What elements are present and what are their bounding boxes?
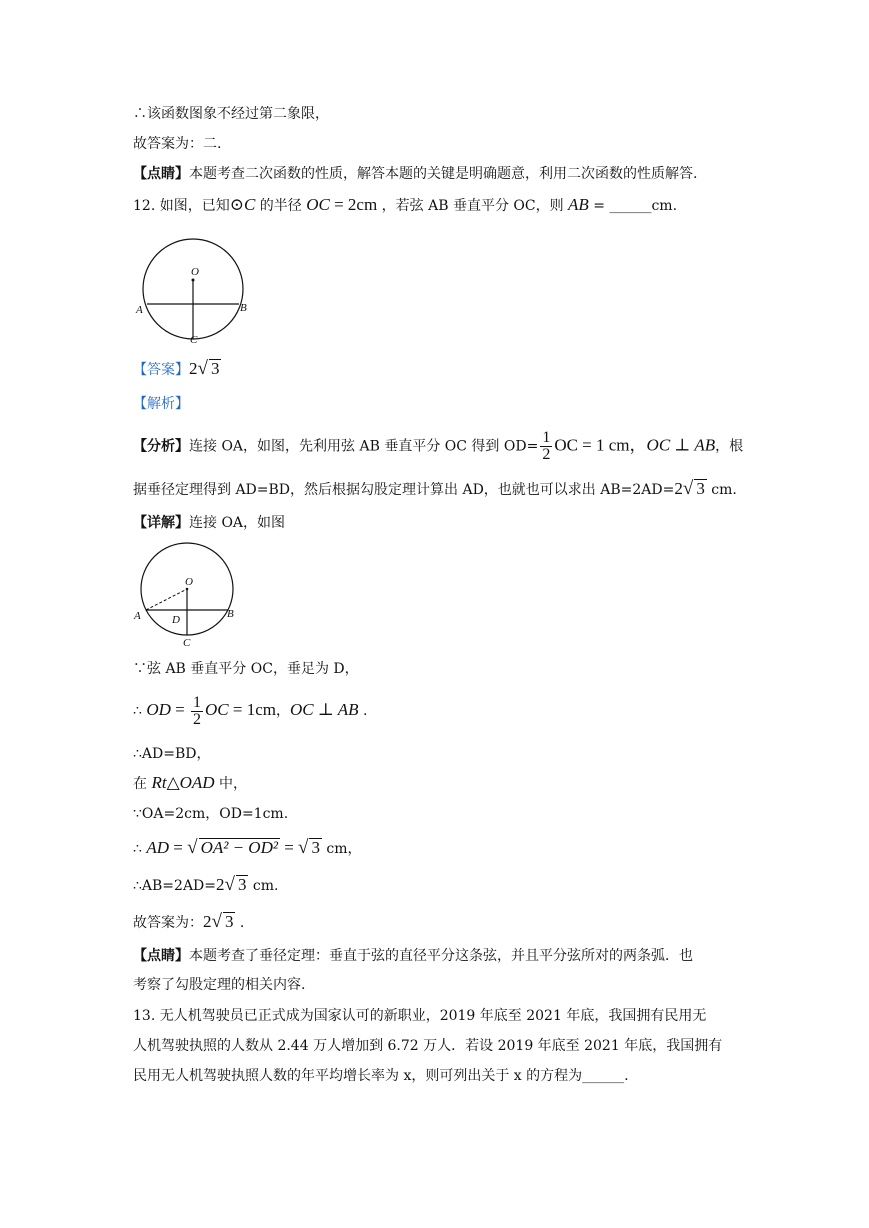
step-2: ∴ OD = $\frac{1}{2}$ OC = 1cm，OC ⊥ AB .: [133, 693, 368, 728]
label-B: B: [240, 302, 247, 314]
label-D: D: [172, 614, 180, 626]
analysis-line-1: 【分析】连接 OA，如图，先利用弦 AB 垂直平分 OC 得到 OD= $\frac{1}{2}$ OC = 1 cm，OC ⊥ AB，根: [133, 429, 744, 463]
step-8: 故答案为：2√ 3 .: [133, 911, 245, 932]
question-13-line-3: 民用无人机驾驶执照人数的年平均增长率为 x，则可列出关于 x 的方程为______.: [133, 1068, 629, 1084]
circle-figure-1: [130, 235, 260, 350]
text-line: 【点睛】本题考查二次函数的性质，解答本题的关键是明确题意，利用二次函数的性质解答.: [133, 166, 698, 182]
label-C: C: [183, 637, 191, 649]
analysis-heading: 【解析】: [133, 396, 189, 412]
label-B: B: [227, 608, 234, 620]
text-line: 故答案为：二.: [133, 136, 222, 152]
step-4: 在 Rt△OAD 中，: [133, 773, 248, 792]
label-A: A: [136, 304, 143, 316]
label-O: O: [191, 266, 199, 278]
answer-line: 【答案】2√ 3: [133, 358, 220, 379]
fraction: $\frac{1}{2}$: [193, 693, 202, 728]
question-12: 12. 如图，已知⊙C 的半径 OC = 2cm ，若弦 AB 垂直平分 OC，则 AB = ______cm.: [133, 195, 678, 214]
step-5: ∵OA=2cm，OD=1cm.: [133, 806, 289, 822]
fraction: $\frac{1}{2}$: [542, 429, 551, 463]
label-O: O: [185, 576, 193, 588]
question-13-line-2: 人机驾驶执照的人数从 2.44 万人增加到 6.72 万人．若设 2019 年底至 2021 年底，我国拥有: [133, 1038, 723, 1054]
comment-line-1: 【点睛】本题考查了垂径定理：垂直于弦的直径平分这条弦，并且平分弦所对的两条弧．也: [133, 948, 693, 964]
step-6: ∴ AD = √ OA² − OD² = √ 3 cm，: [133, 837, 362, 858]
analysis-line-2: 据垂径定理得到 AD=BD，然后根据勾股定理计算出 AD，也就也可以求出 AB=2AD=2√ 3 cm.: [133, 478, 737, 499]
step-1: ∵弦 AB 垂直平分 OC，垂足为 D，: [133, 661, 359, 677]
circle-figure-2: [130, 542, 245, 654]
text-line: ∴该函数图象不经过第二象限，: [133, 106, 329, 122]
step-3: ∴AD=BD，: [133, 746, 211, 762]
comment-line-2: 考察了勾股定理的相关内容.: [133, 977, 306, 993]
step-7: ∴AB=2AD=2√ 3 cm.: [133, 874, 279, 895]
question-13-line-1: 13. 无人机驾驶员已正式成为国家认可的新职业，2019 年底至 2021 年底，我国拥有民用无: [133, 1008, 707, 1024]
label-A: A: [134, 610, 141, 622]
label-C: C: [190, 334, 198, 346]
detail-heading: 【详解】连接 OA，如图: [133, 515, 286, 531]
